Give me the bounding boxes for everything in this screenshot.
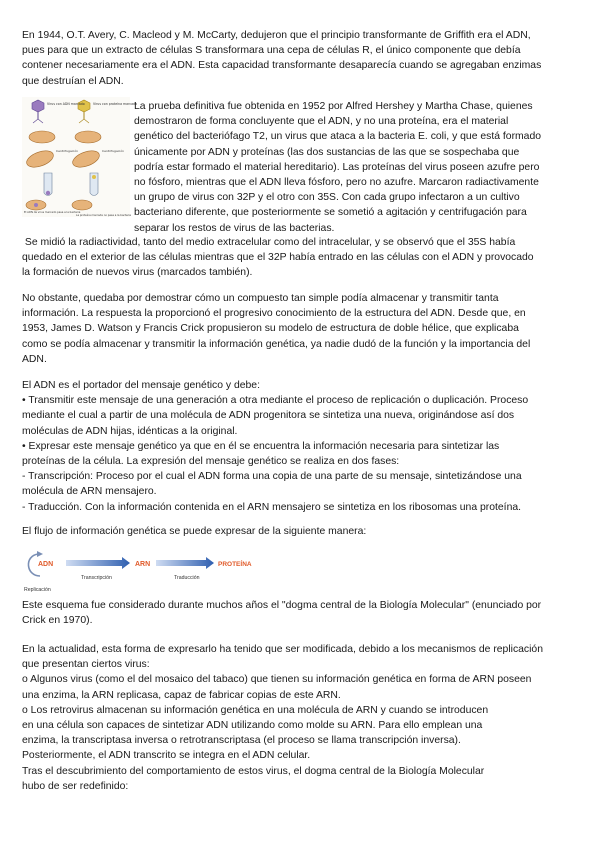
text-line: ADN. [22,353,47,365]
text-line: No obstante, quedaba por demostrar cómo un compuesto tan simple podía almacenar y transmitir tanta [22,293,499,304]
text-line: o Algunos virus (como el del mosaico del tabaco) que tienen su información genética en forma de ARN poseen [22,674,532,686]
modern-paragraph [22,642,580,794]
figure-label: La proteína marcada no pasa a la bacteria [76,214,131,217]
text-line: - Traducción. Con la información contenida en el ARN mensajero se sintetiza en los ribosomas una proteína. [22,501,522,513]
text-line: Este esquema fue considerado durante muchos años el "dogma central de la Biología Molecular" (enunciado por [22,600,542,611]
text-line: Crick en 1970). [22,615,93,627]
text-line: El ADN es el portador del mensaje genético y debe: [22,380,260,391]
text-line: moléculas de ADN hijas, idénticas a la original. [22,425,238,437]
dogma-paragraph [22,598,580,628]
figure-label: El ADN de virus marcado pasa a la bacteria [24,211,81,214]
text-line: 1953, James D. Watson y Francis Crick propusieron su modelo de estructura de doble hélice, que explicaba [22,323,519,335]
text-line: El flujo de información genética se puede expresar de la siguiente manera: [22,526,367,537]
text-line: un grupo de virus con 32P y el otro con 35S. Con cada grupo infectaron a un cultivo [134,192,520,204]
text-line: no fósforo, mientras que el ADN lleva fósforo, pero no azufre. Marcaron radiactivamente [134,177,539,189]
figure-label: Virus con ADN marcado [47,102,85,106]
intro-paragraph [22,28,580,89]
text-line: Tras el descubrimiento del comportamiento de estos virus, el dogma central de la Biología Molecular [22,765,485,777]
dna-functions-paragraph [22,378,580,515]
translation-arrow [156,557,214,569]
text-line: proteínas de la célula. La expresión del mensaje genético se realiza en dos fases: [22,456,400,468]
radioactivity-paragraph [22,235,580,281]
proteina-label: PROTEÍNA [218,561,252,568]
flow-intro-text [22,524,580,539]
adn-label: ADN [38,561,54,568]
text-line: enzima, la transcriptasa inversa o retrotranscriptasa (el proceso se llama transcripción inversa). [22,735,461,747]
text-line: contener necesariamente era el ADN. Esta capacidad transformante desaparecía cuando se agregaban enzimas [22,60,542,72]
text-line: bacteriano diferente, que posteriormente se sometió a agitación y centrifugación para [134,207,527,219]
text-line: En la actualidad, esta forma de expresarlo ha tenido que ser modificada, debido a los mecanismos de replicación [22,644,543,655]
replication-arrowhead [37,551,43,557]
text-line: mediante el cual a partir de una molécula de ADN progenitora se sintetiza una nueva, originándose así dos [22,410,515,422]
replicacion-label: Replicación [24,587,51,593]
text-line: Posteriormente, el ADN transcrito se integra en el ADN celular. [22,750,311,762]
figure-label: Centrifugación [102,149,125,153]
text-line: información. La respuesta la proporcionó el progresivo conocimiento de la estructura del ADN. Desde que, en [22,308,526,320]
text-line: • Expresar este mensaje genético ya que en él se encuentra la información necesaria para sintetizar las [22,440,500,452]
watson-crick-paragraph [22,291,580,367]
text-line: podría estar formado el material hereditario). Las proteínas del virus poseen azufre pero [134,161,540,173]
text-line: una enzima, la ARN replicasa, capaz de fabricar copias de este ARN. [22,689,341,701]
text-line: En 1944, O.T. Avery, C. Macleod y M. McCarty, dedujeron que el principio transformante de Griffith era el ADN, [22,30,531,41]
text-line: separar los restos de virus de las bacterias. [134,222,335,234]
text-line: Se midió la radiactividad, tanto del medio extracelular como del intracelular, y se observó que el 35S había [22,237,516,248]
text-line: quedado en el exterior de las células mientras que el 32P había entrado en las células con el ADN y provocado [22,252,534,264]
genetic-flow-diagram [22,546,252,596]
transcription-arrow [66,557,130,569]
hershey-chase-side-text [134,99,584,236]
figure-label: Centrifugación [56,149,79,153]
transcripcion-label: Transcripción [81,575,112,581]
text-line: - Transcripción: Proceso por el cual el ADN forma una copia de una parte de su mensaje, sintetizándose una [22,471,522,483]
text-line: o Los retrovirus almacenan su información genética en una molécula de ARN y cuando se introducen [22,704,489,716]
text-line: como se podía almacenar y transmitir la información genética, ya nadie dudó de la función y la importancia del [22,338,531,350]
text-line: La prueba definitiva fue obtenida en 1952 por Alfred Hershey y Martha Chase, quienes [134,101,533,112]
text-line: pues para que un extracto de células S transformara una cepa de células R, el único componente que debía [22,45,521,57]
text-line: molécula de ARN mensajero. [22,486,157,498]
text-line: que destruían el ADN. [22,75,124,87]
text-line: que presentan ciertos virus: [22,659,150,671]
text-line: la formación de nuevos virus (marcados también). [22,267,253,279]
traduccion-label: Traducción [174,575,200,581]
hershey-chase-figure [22,97,138,217]
text-line: hubo de ser redefinido: [22,780,129,792]
text-line: demostraron de forma concluyente que el ADN, y no una proteína, era el material [134,116,509,128]
figure-label: Virus con proteína marcada [93,102,138,106]
text-line: únicamente por ADN y proteínas (las dos sustancias de las que se sospechaba que [134,146,520,158]
text-line: en una célula son capaces de sintetizar ADN utilizando como molde su ARN. Para ello emplean una [22,720,483,732]
arn-label: ARN [135,561,151,568]
text-line: • Transmitir este mensaje de una generación a otra mediante el proceso de replicación o duplicación. Proceso [22,395,529,407]
text-line: genético del bacteriófago T2, un virus que ataca a la bacteria E. coli, y que está formado [134,131,542,143]
